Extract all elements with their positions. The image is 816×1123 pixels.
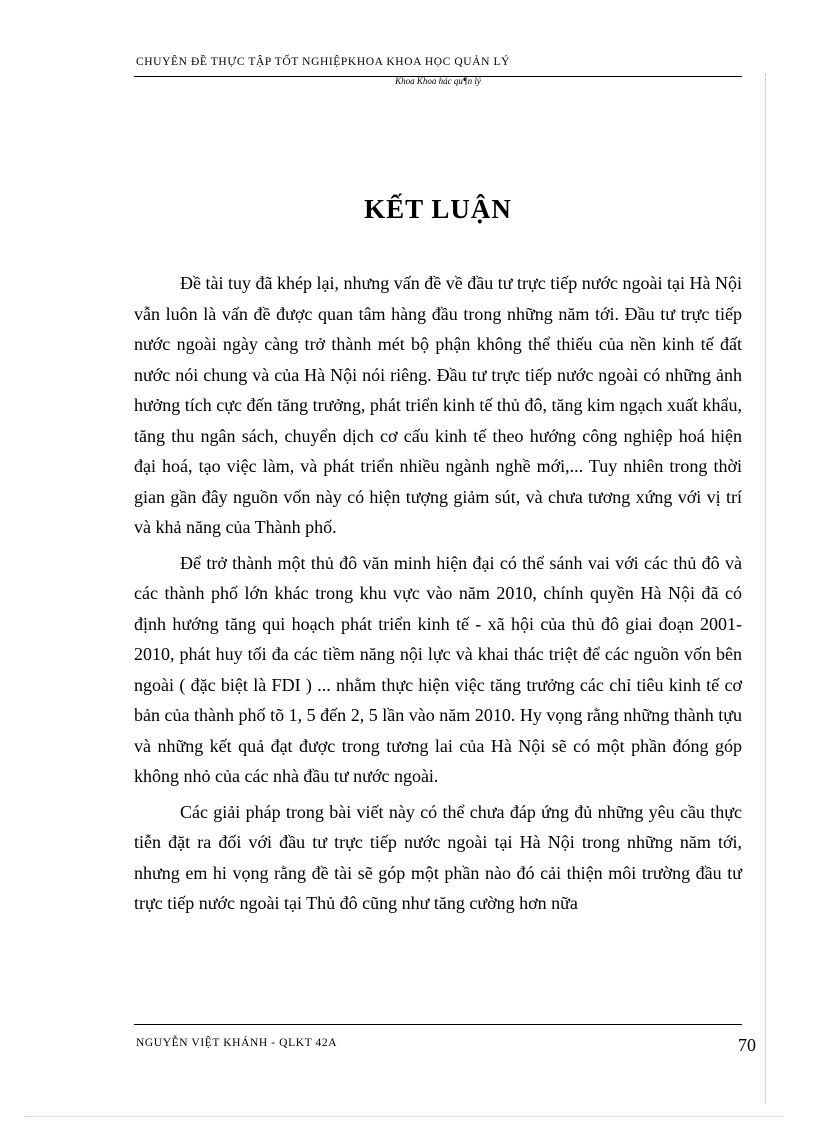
page-frame-bottom	[24, 1116, 784, 1117]
body-text	[134, 268, 742, 924]
paragraph: Để trở thành một thủ đô văn minh hiện đại có thể sánh vai với các thủ đô và các thành phố lớn khác trong khu vực vào năm 2010, chính quyền Hà Nội đã có định hướng tăng qui hoạch phát triển kinh tế - xã hội của thủ đô giai đoạn 2001-2010, phát huy tối đa các tiềm năng nội lực và khai thác triệt để các nguồn vốn bên ngoài ( đặc biệt là FDI ) ... nhằm thực hiện việc tăng trưởng các chỉ tiêu kinh tế cơ bản của thành phố tõ 1, 5 đến 2, 5 lần vào năm 2010. Hy vọng rằng những thành tựu và những kết quả đạt được trong tương lai của Hà Nội sẽ có một phần đóng góp không nhỏ của các nhà đầu tư nước ngoài.	[134, 552, 742, 786]
page-frame-right	[765, 74, 766, 1104]
footer-author: NGUYỄN VIỆT KHÁNH - QLKT 42A	[136, 1037, 338, 1049]
footer-divider	[134, 1024, 742, 1025]
header-subtitle: Khoa Khoa hác qu¶n lý	[395, 76, 481, 86]
page-title: KẾT LUẬN	[364, 194, 512, 224]
paragraph: Các giải pháp trong bài viết này có thể chưa đáp ứng đủ những yêu cầu thực tiễn đặt ra đối với đầu tư trực tiếp nước ngoài tại Hà Nội trong những năm tới, nhưng em hi vọng rằng đề tài sẽ góp một phần nào đó cải thiện môi trường đầu tư trực tiếp nước ngoài tại Thủ đô cũng như tăng cường hơn nữa	[134, 801, 742, 913]
paragraph: Đề tài tuy đã khép lại, nhưng vấn đề về đầu tư trực tiếp nước ngoài tại Hà Nội vẫn luôn là vấn đề được quan tâm hàng đầu trong những năm tới. Đầu tư trực tiếp nước ngoài ngày càng trở thành mét bộ phận không thể thiếu của nền kinh tế đất nước nói chung và của Hà Nội nói riêng. Đầu tư trực tiếp nước ngoài có những ảnh hưởng tích cực đến tăng trưởng, phát triển kinh tế thủ đô, tăng kim ngạch xuất khẩu, tăng thu ngân sách, chuyển dịch cơ cấu kinh tế theo hướng công nghiệp hoá hiện đại hoá, tạo việc làm, và phát triển nhiều ngành nghề mới,... Tuy nhiên trong thời gian gần đây nguồn vốn này có hiện tượng giảm sút, và chưa tương xứng với vị trí và khả năng của Thành phố.	[134, 273, 742, 537]
header-title: CHUYÊN ĐỀ THỰC TẬP TỐT NGHIỆPKHOA KHOA HỌC QUẢN LÝ	[136, 56, 511, 68]
page-number: 70	[738, 1035, 756, 1055]
